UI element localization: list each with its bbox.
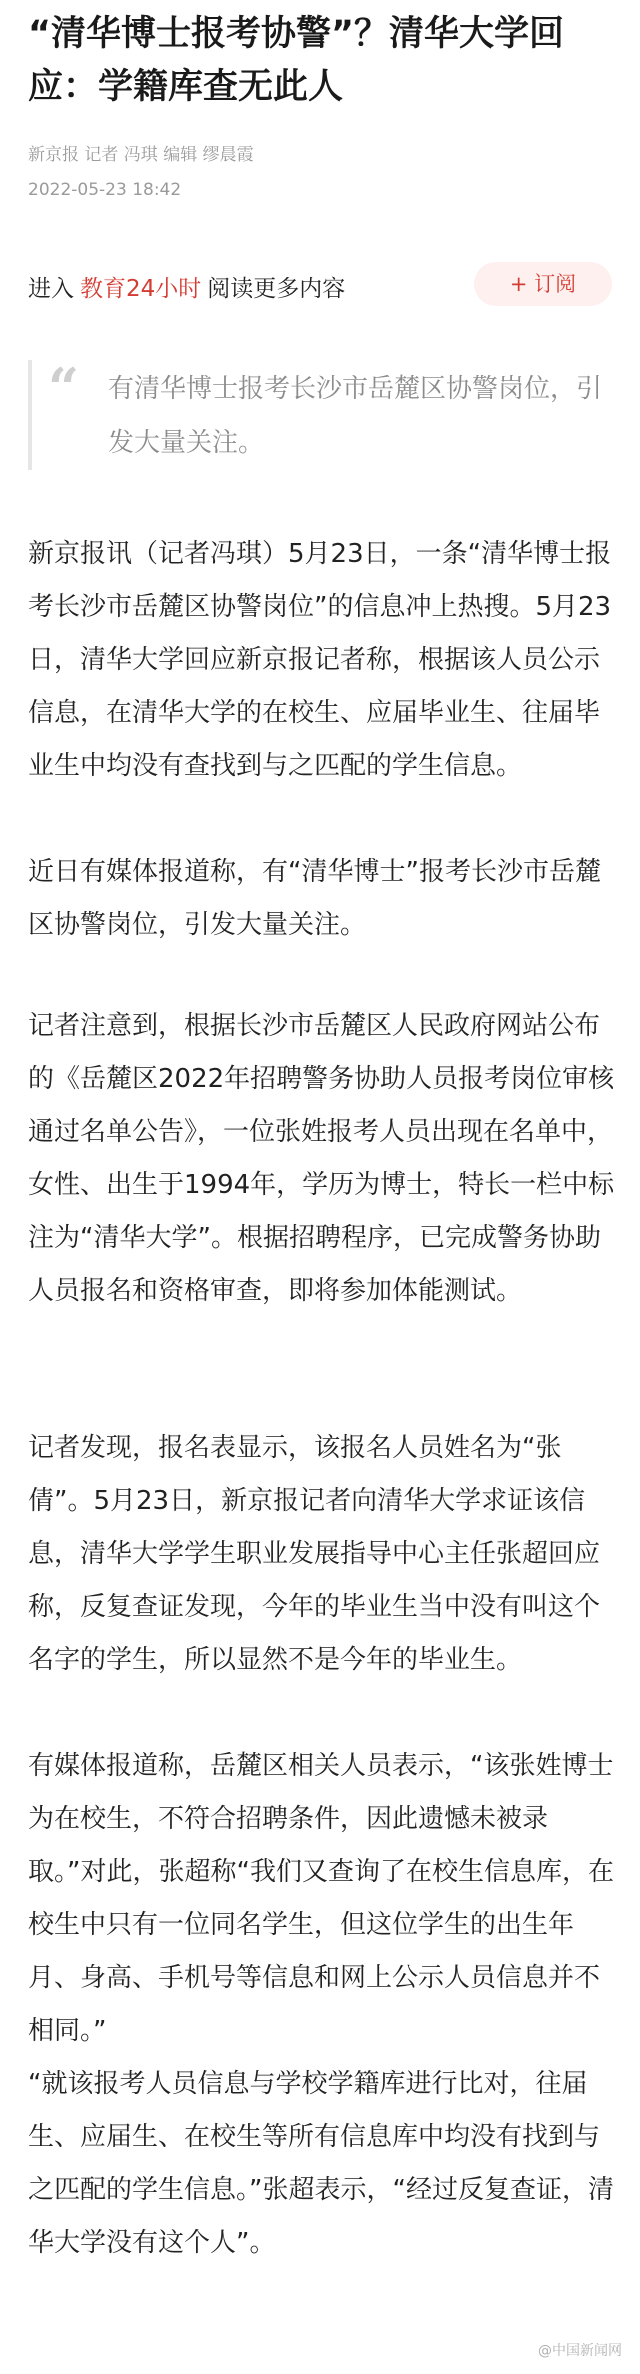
article-paragraph-4: 记者发现，报名表显示，该报名人员姓名为“张倩”。5月23日，新京报记者向清华大学求证该信息，清华大学学生职业发展指导中心主任张超回应称，反复查证发现，今年的毕业生当中没有叫这个名字的学生，所以显然不是今年的毕业生。 xyxy=(28,1433,601,1675)
watermark: @中国新闻网 xyxy=(538,2343,622,2359)
article-paragraph-6: “就该报考人员信息与学校学籍库进行比对，往届生、应届生、在校生等所有信息库中均没有找到与之匹配的学生信息。”张超表示，“经过反复查证，清华大学没有这个人”。 xyxy=(28,2069,614,2258)
channel-text xyxy=(28,270,345,303)
quote-bar xyxy=(28,360,32,470)
summary-text: 有清华博士报考长沙市岳麓区协警岗位，引发大量关注。 xyxy=(108,374,603,458)
channel-prefix: 进入 xyxy=(28,276,74,302)
channel-link[interactable]: 教育24小时 xyxy=(80,276,202,302)
subscribe-button[interactable]: + 订阅 xyxy=(474,262,612,306)
article-paragraph-5: 有媒体报道称，岳麓区相关人员表示，“该张姓博士为在校生，不符合招聘条件，因此遗憾未被录取。”对此，张超称“我们又查询了在校生信息库，在校生中只有一位同名学生，但这位学生的出生年月、身高、手机号等信息和网上公示人员信息并不相同。” xyxy=(28,1751,614,2046)
article-paragraph-3: 记者注意到，根据长沙市岳麓区人民政府网站公布的《岳麓区2022年招聘警务协助人员报考岗位审核通过名单公告》，一位张姓报考人员出现在名单中，女性、出生于1994年，学历为博士，特长一栏中标注为“清华大学”。根据招聘程序，已完成警务协助人员报名和资格审查，即将参加体能测试。 xyxy=(28,1011,615,1306)
article-authors: 新京报 记者 冯琪 编辑 缪晨霞 xyxy=(28,145,254,165)
channel-suffix: 阅读更多内容 xyxy=(207,276,346,302)
channel-bar xyxy=(28,262,612,306)
article-paragraph-1: 新京报讯（记者冯琪）5月23日，一条“清华博士报考长沙市岳麓区协警岗位”的信息冲上热搜。5月23日，清华大学回应新京报记者称，根据该人员公示信息，在清华大学的在校生、应届毕业生、往届毕业生中均没有查找到与之匹配的学生信息。 xyxy=(28,539,612,781)
article-date: 2022-05-23 18:42 xyxy=(28,180,182,200)
summary-quote xyxy=(28,356,612,470)
article-title: “清华博士报考协警”？清华大学回应：学籍库查无此人 xyxy=(28,14,565,107)
article-paragraph-2: 近日有媒体报道称，有“清华博士”报考长沙市岳麓区协警岗位，引发大量关注。 xyxy=(28,857,601,940)
quote-mark-icon: “ xyxy=(48,356,80,420)
